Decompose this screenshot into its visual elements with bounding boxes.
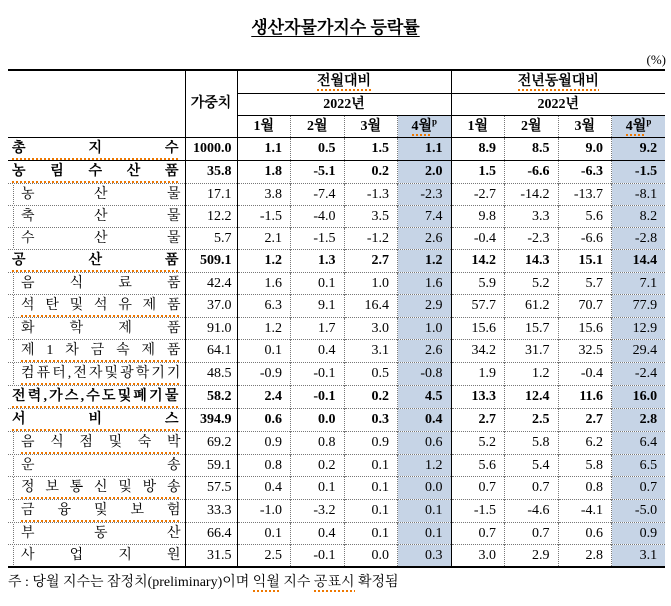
mom-value: 0.1	[344, 454, 398, 476]
yoy-value: 32.5	[558, 339, 612, 362]
yoy-group-header	[451, 70, 665, 93]
yoy-value: -2.3	[505, 227, 559, 249]
mom-value: 3.0	[344, 317, 398, 339]
table-row	[8, 227, 665, 249]
mom-value: 0.2	[291, 454, 345, 476]
yoy-value: 5.2	[505, 272, 559, 294]
yoy-value: 8.5	[505, 137, 559, 160]
yoy-value: 2.8	[612, 408, 666, 431]
mom-value: 0.5	[344, 362, 398, 385]
row-label: 음 식 료 품	[8, 272, 185, 294]
weight-value: 509.1	[185, 249, 237, 272]
mom-value: 1.2	[398, 249, 452, 272]
yoy-value: -6.3	[558, 160, 612, 183]
mom-value: 0.1	[344, 476, 398, 499]
yoy-value: -5.0	[612, 499, 666, 522]
mom-value: 16.4	[344, 294, 398, 317]
header-group-row	[8, 70, 665, 93]
yoy-value: 2.9	[505, 544, 559, 567]
footnote-text: 지수	[279, 574, 314, 590]
yoy-value: 6.2	[558, 431, 612, 454]
mom-value: 2.0	[398, 160, 452, 183]
weight-value: 69.2	[185, 431, 237, 454]
row-label: 공 산 품	[8, 249, 185, 272]
yoy-group-label: 전년동월대비	[517, 74, 599, 90]
weight-value: 57.5	[185, 476, 237, 499]
mom-value: 0.0	[398, 476, 452, 499]
table-row	[8, 339, 665, 362]
mom-value: -2.3	[398, 183, 452, 205]
footnote-text: 확정됨	[354, 574, 399, 590]
weight-value: 33.3	[185, 499, 237, 522]
yoy-value: 12.9	[612, 317, 666, 339]
mom-value: -1.5	[291, 227, 345, 249]
weight-value: 31.5	[185, 544, 237, 567]
mom-value: -0.1	[291, 544, 345, 567]
yoy-value: 31.7	[505, 339, 559, 362]
mom-value: 9.1	[291, 294, 345, 317]
mom-value: 0.1	[344, 499, 398, 522]
month-header: 3월	[558, 115, 612, 137]
yoy-value: 15.1	[558, 249, 612, 272]
footnote-text: 공표시	[313, 574, 355, 590]
yoy-value: 9.2	[612, 137, 666, 160]
mom-value: 1.1	[398, 137, 452, 160]
mom-value: 1.8	[237, 160, 291, 183]
mom-value: 1.2	[398, 454, 452, 476]
row-label: 컴 퓨 터 , 전 자 및 광 학 기 기	[8, 362, 185, 385]
row-label: 금 융 및 보 험	[8, 499, 185, 522]
mom-value: -1.3	[344, 183, 398, 205]
row-label: 정 보 통 신 및 방 송	[8, 476, 185, 499]
mom-value: -1.0	[237, 499, 291, 522]
row-label: 총 지 수	[8, 137, 185, 160]
mom-value: 1.2	[237, 249, 291, 272]
yoy-value: 14.2	[451, 249, 505, 272]
ppi-table	[8, 69, 665, 568]
yoy-value: -6.6	[505, 160, 559, 183]
mom-value: 0.0	[291, 408, 345, 431]
mom-value: 0.5	[291, 137, 345, 160]
yoy-value: 0.8	[558, 476, 612, 499]
mom-value: 2.4	[237, 385, 291, 408]
mom-value: -0.1	[291, 385, 345, 408]
yoy-value: 3.1	[612, 544, 666, 567]
table-row	[8, 522, 665, 544]
table-row	[8, 183, 665, 205]
table-row	[8, 544, 665, 567]
month-header: 1월	[237, 115, 291, 137]
yoy-value: 1.9	[451, 362, 505, 385]
yoy-value: 77.9	[612, 294, 666, 317]
month-header: 3월	[344, 115, 398, 137]
weight-value: 394.9	[185, 408, 237, 431]
yoy-value: 5.8	[558, 454, 612, 476]
weight-value: 37.0	[185, 294, 237, 317]
yoy-value: -2.4	[612, 362, 666, 385]
mom-value: 0.4	[398, 408, 452, 431]
row-label: 수 산 물	[8, 227, 185, 249]
weight-value: 48.5	[185, 362, 237, 385]
yoy-value: 3.0	[451, 544, 505, 567]
yoy-value: 3.3	[505, 205, 559, 227]
yoy-value: 7.1	[612, 272, 666, 294]
footnote-text: 주 : 당월 지수는 잠정치(preliminary)이며	[8, 574, 253, 590]
row-label: 서 비 스	[8, 408, 185, 431]
weight-column-header: 가중치	[185, 70, 237, 137]
table-row	[8, 454, 665, 476]
mom-value: 0.0	[344, 544, 398, 567]
yoy-value: -2.8	[612, 227, 666, 249]
mom-value: 1.2	[237, 317, 291, 339]
mom-value: 0.1	[291, 272, 345, 294]
mom-value: -0.9	[237, 362, 291, 385]
yoy-value: 11.6	[558, 385, 612, 408]
mom-value: 0.4	[291, 522, 345, 544]
mom-value: 0.4	[291, 339, 345, 362]
yoy-value: 5.4	[505, 454, 559, 476]
table-row	[8, 431, 665, 454]
yoy-value: -13.7	[558, 183, 612, 205]
mom-value: 0.1	[398, 522, 452, 544]
mom-value: -4.0	[291, 205, 345, 227]
mom-value: 0.9	[344, 431, 398, 454]
row-label: 석 탄 및 석 유 제 품	[8, 294, 185, 317]
yoy-value: -6.6	[558, 227, 612, 249]
yoy-value: 16.0	[612, 385, 666, 408]
mom-value: -1.5	[237, 205, 291, 227]
yoy-value: 8.2	[612, 205, 666, 227]
row-label: 농 산 물	[8, 183, 185, 205]
year-header-mom: 2022년	[237, 93, 451, 115]
row-label: 음 식 점 및 숙 박	[8, 431, 185, 454]
mom-value: 1.5	[344, 137, 398, 160]
mom-value: 2.6	[398, 339, 452, 362]
row-label: 사 업 지 원	[8, 544, 185, 567]
yoy-value: -4.1	[558, 499, 612, 522]
yoy-value: 5.6	[558, 205, 612, 227]
mom-value: -0.8	[398, 362, 452, 385]
yoy-value: 0.7	[505, 522, 559, 544]
mom-value: 0.2	[344, 160, 398, 183]
mom-value: 2.9	[398, 294, 452, 317]
mom-value: 0.4	[237, 476, 291, 499]
mom-value: 1.0	[398, 317, 452, 339]
weight-value: 66.4	[185, 522, 237, 544]
mom-value: 2.1	[237, 227, 291, 249]
mom-value: 7.4	[398, 205, 452, 227]
mom-value: 4.5	[398, 385, 452, 408]
yoy-value: -4.6	[505, 499, 559, 522]
corner-cell	[8, 70, 185, 137]
mom-value: 0.6	[398, 431, 452, 454]
yoy-value: 2.7	[451, 408, 505, 431]
table-header	[8, 70, 665, 137]
table-row	[8, 408, 665, 431]
yoy-value: 0.7	[505, 476, 559, 499]
table-row	[8, 137, 665, 160]
yoy-value: 5.7	[558, 272, 612, 294]
mom-value: 0.1	[237, 339, 291, 362]
table-row	[8, 294, 665, 317]
mom-value: 1.1	[237, 137, 291, 160]
mom-value: 2.5	[237, 544, 291, 567]
mom-value: 0.2	[344, 385, 398, 408]
yoy-value: -2.7	[451, 183, 505, 205]
mom-value: -5.1	[291, 160, 345, 183]
row-label: 농 림 수 산 품	[8, 160, 185, 183]
month-header: 2월	[291, 115, 345, 137]
yoy-value: 6.4	[612, 431, 666, 454]
row-label: 화 학 제 품	[8, 317, 185, 339]
mom-value: 2.7	[344, 249, 398, 272]
row-label: 부 동 산	[8, 522, 185, 544]
yoy-value: 61.2	[505, 294, 559, 317]
mom-value: 3.8	[237, 183, 291, 205]
row-label: 축 산 물	[8, 205, 185, 227]
yoy-value: -1.5	[451, 499, 505, 522]
mom-value: 0.1	[291, 476, 345, 499]
yoy-value: 14.3	[505, 249, 559, 272]
table-row	[8, 499, 665, 522]
table-row	[8, 205, 665, 227]
yoy-value: 14.4	[612, 249, 666, 272]
weight-value: 17.1	[185, 183, 237, 205]
unit-label: (%)	[646, 52, 666, 67]
footnote-text: 익월	[252, 574, 280, 590]
month-header-preliminary: 4월$^p$	[612, 115, 666, 137]
yoy-value: 0.7	[451, 476, 505, 499]
yoy-value: 5.8	[505, 431, 559, 454]
mom-value: 0.3	[398, 544, 452, 567]
mom-value: 1.6	[237, 272, 291, 294]
yoy-value: 29.4	[612, 339, 666, 362]
yoy-value: 9.8	[451, 205, 505, 227]
yoy-value: 34.2	[451, 339, 505, 362]
row-label: 전 력 , 가 스 , 수 도 및 폐 기 물	[8, 385, 185, 408]
weight-value: 91.0	[185, 317, 237, 339]
mom-value: 0.6	[237, 408, 291, 431]
table-row	[8, 272, 665, 294]
mom-value: 6.3	[237, 294, 291, 317]
yoy-value: 2.5	[505, 408, 559, 431]
weight-value: 35.8	[185, 160, 237, 183]
footnote	[8, 573, 671, 592]
table-row	[8, 160, 665, 183]
month-header: 1월	[451, 115, 505, 137]
mom-value: 1.3	[291, 249, 345, 272]
yoy-value: 12.4	[505, 385, 559, 408]
yoy-value: 70.7	[558, 294, 612, 317]
row-label: 제 1 차 금 속 제 품	[8, 339, 185, 362]
yoy-value: 5.6	[451, 454, 505, 476]
mom-value: 3.5	[344, 205, 398, 227]
yoy-value: 0.6	[558, 522, 612, 544]
weight-value: 64.1	[185, 339, 237, 362]
mom-value: 1.7	[291, 317, 345, 339]
yoy-value: 5.9	[451, 272, 505, 294]
yoy-value: -8.1	[612, 183, 666, 205]
mom-value: 0.1	[344, 522, 398, 544]
yoy-value: 2.8	[558, 544, 612, 567]
row-label: 운 송	[8, 454, 185, 476]
year-header-yoy: 2022년	[451, 93, 665, 115]
yoy-value: 13.3	[451, 385, 505, 408]
mom-value: 0.9	[237, 431, 291, 454]
yoy-value: -0.4	[451, 227, 505, 249]
table-row	[8, 385, 665, 408]
yoy-value: 5.2	[451, 431, 505, 454]
mom-value: -0.1	[291, 362, 345, 385]
mom-value: 0.8	[291, 431, 345, 454]
yoy-value: 0.9	[612, 522, 666, 544]
yoy-value: 6.5	[612, 454, 666, 476]
weight-value: 59.1	[185, 454, 237, 476]
yoy-value: 15.7	[505, 317, 559, 339]
yoy-value: 15.6	[558, 317, 612, 339]
yoy-value: 57.7	[451, 294, 505, 317]
table-row	[8, 317, 665, 339]
yoy-value: -14.2	[505, 183, 559, 205]
weight-value: 5.7	[185, 227, 237, 249]
mom-group-header	[237, 70, 451, 93]
mom-value: 0.8	[237, 454, 291, 476]
weight-value: 42.4	[185, 272, 237, 294]
yoy-value: 8.9	[451, 137, 505, 160]
mom-value: -3.2	[291, 499, 345, 522]
weight-value: 1000.0	[185, 137, 237, 160]
table-row	[8, 249, 665, 272]
yoy-value: -1.5	[612, 160, 666, 183]
mom-value: 2.6	[398, 227, 452, 249]
table-row	[8, 476, 665, 499]
mom-value: 1.6	[398, 272, 452, 294]
mom-value: -1.2	[344, 227, 398, 249]
page-title: 생산자물가지수 등락률	[251, 18, 420, 37]
yoy-value: 15.6	[451, 317, 505, 339]
mom-value: 0.1	[398, 499, 452, 522]
yoy-value: -0.4	[558, 362, 612, 385]
mom-value: 1.0	[344, 272, 398, 294]
table-row	[8, 362, 665, 385]
mom-value: 3.1	[344, 339, 398, 362]
yoy-value: 2.7	[558, 408, 612, 431]
month-header-preliminary: 4월$^p$	[398, 115, 452, 137]
yoy-value: 0.7	[612, 476, 666, 499]
table-body	[8, 137, 665, 567]
mom-value: -7.4	[291, 183, 345, 205]
mom-value: 0.3	[344, 408, 398, 431]
yoy-value: 0.7	[451, 522, 505, 544]
yoy-value: 9.0	[558, 137, 612, 160]
mom-group-label: 전월대비	[316, 74, 372, 90]
weight-value: 12.2	[185, 205, 237, 227]
month-header: 2월	[505, 115, 559, 137]
weight-value: 58.2	[185, 385, 237, 408]
yoy-value: 1.5	[451, 160, 505, 183]
yoy-value: 1.2	[505, 362, 559, 385]
mom-value: 0.1	[237, 522, 291, 544]
